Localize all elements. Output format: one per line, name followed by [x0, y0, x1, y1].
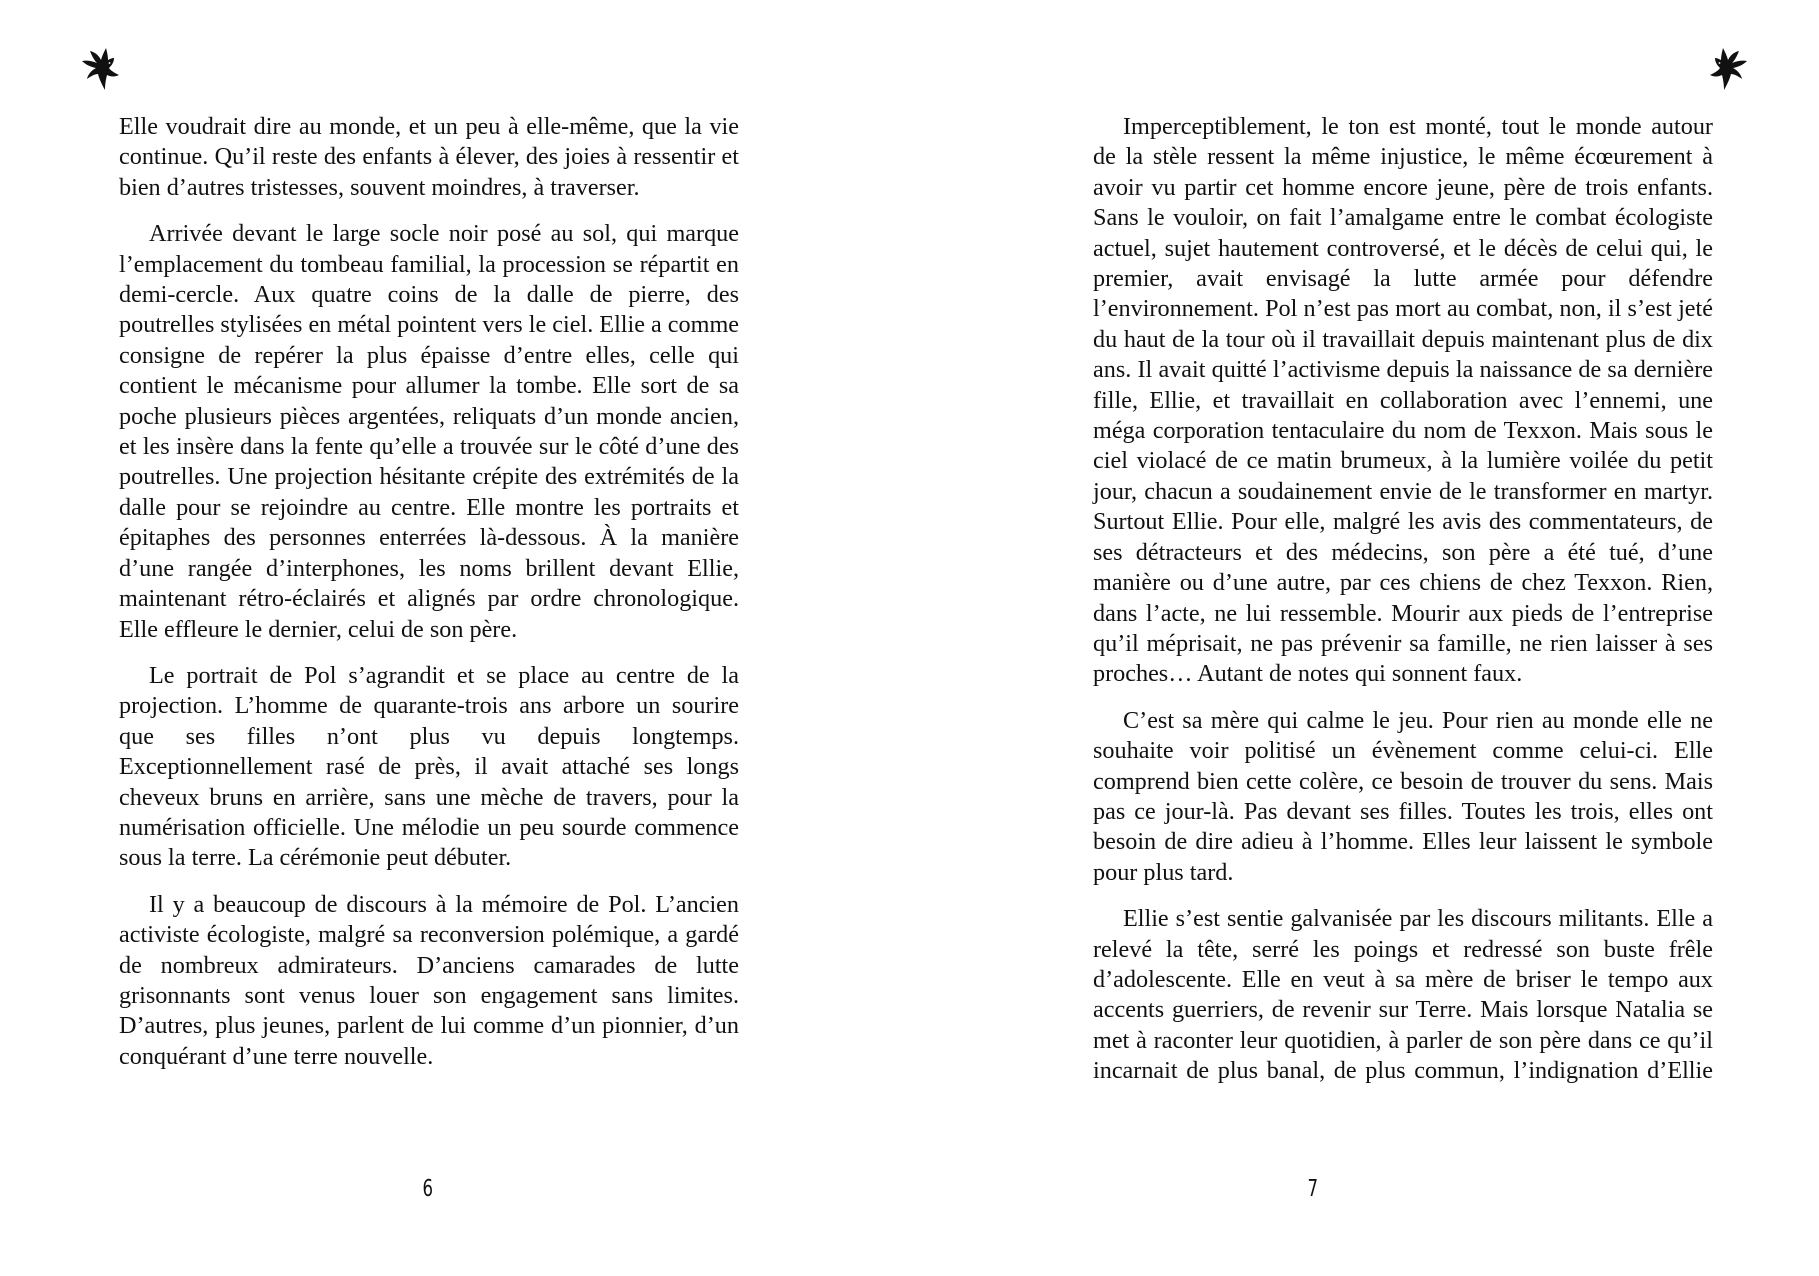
bird-icon: [80, 46, 122, 94]
paragraph: Arrivée devant le large socle noir posé au sol, qui marque l’emplacement du tombeau familial, la procession se répartit en demi-cercle. Aux quatre coins de la dalle de pierre, des poutrelles stylisées en métal pointent vers le ciel. Ellie a comme consigne de repérer la plus épaisse d’entre elles, celle qui contient le mécanisme pour allumer la tombe. Elle sort de sa poche plusieurs pièces argentées, reliquats d’un monde ancien, et les insère dans la fente qu’elle a trouvée sur le côté d’une des poutrelles. Une projection hésitante crépite des extrémités de la dalle pour se rejoindre au centre. Elle montre les portraits et épitaphes des personnes enterrées là-dessous. À la manière d’une rangée d’interphones, les noms brillent devant Ellie, maintenant rétro-éclairés et alignés par ordre chronologique. Elle effleure le dernier, celui de son père.: [119, 220, 739, 643]
page-number: 7: [1307, 1176, 1319, 1202]
left-page: [0, 0, 909, 1276]
paragraph: Ellie s’est sentie galvanisée par les discours militants. Elle a relevé la tête, serré les poings et redressé son buste frêle d’adolescente. Elle en veut à sa mère de briser le tempo aux accents guerriers, de revenir sur Terre. Mais lorsque Natalia se met à raconter leur quotidien, à parler de son père dans ce qu’il incarnait de plus banal, de plus commun, l’indignation d’Ellie: [1093, 905, 1713, 1085]
left-page-text: [119, 112, 739, 1072]
paragraph: Le portrait de Pol s’agrandit et se place au centre de la projection. L’homme de quarante-trois ans arbore un sourire que ses filles n’ont plus vu depuis longtemps. Exceptionnellement rasé de près, il avait attaché ses longs cheveux bruns en arrière, sans une mèche de travers, pour la numérisation officielle. Une mélodie un peu sourde commence sous la terre. La cérémonie peut débuter.: [119, 661, 739, 872]
bird-icon: [1707, 46, 1749, 94]
paragraph: Il y a beaucoup de discours à la mémoire de Pol. L’ancien activiste écologiste, malgré sa reconversion polémique, a gardé de nombreux admirateurs. D’anciens camarades de lutte grisonnants sont venus louer son engagement sans limites. D’autres, plus jeunes, parlent de lui comme d’un pionnier, d’un conquérant d’une terre nouvelle.: [119, 890, 739, 1070]
paragraph: Elle voudrait dire au monde, et un peu à elle-même, que la vie continue. Qu’il reste des enfants à élever, des joies à ressentir et bien d’autres tristesses, souvent moindres, à traverser.: [119, 113, 739, 201]
right-page-text: [1093, 112, 1713, 1087]
paragraph: Imperceptiblement, le ton est monté, tout le monde autour de la stèle ressent la même injustice, le même écœurement à avoir vu partir cet homme encore jeune, père de trois enfants. Sans le vouloir, on fait l’amalgame entre le combat écologiste actuel, sujet hautement controversé, et le décès de celui qui, le premier, avait envisagé la lutte armée pour défendre l’environnement. Pol n’est pas mort au combat, non, il s’est jeté du haut de la tour où il travaillait depuis maintenant plus de dix ans. Il avait quitté l’activisme depuis la naissance de sa dernière fille, Ellie, et travaillait en collaboration avec l’ennemi, une méga corporation tentaculaire du nom de Texxon. Mais sous le ciel violacé de ce matin brumeux, à la lumière voilée du petit jour, chacun a soudainement envie de le transformer en martyr. Surtout Ellie. Pour elle, malgré les avis des commentateurs, de ses détracteurs et des médecins, son père a été tué, d’une manière ou d’une autre, par ces chiens de chez Texxon. Rien, dans l’acte, ne lui ressemble. Mourir aux pieds de l’entreprise qu’il méprisait, ne pas prévenir sa famille, ne rien laisser à ses proches… Autant de notes qui sonnent faux.: [1093, 113, 1713, 688]
paragraph: C’est sa mère qui calme le jeu. Pour rien au monde elle ne souhaite voir politisé un évènement comme celui-ci. Elle comprend bien cette colère, ce besoin de trouver du sens. Mais pas ce jour-là. Pas devant ses filles. Toutes les trois, elles ont besoin de dire adieu à l’homme. Elles leur laissent le symbole pour plus tard.: [1093, 706, 1713, 886]
right-page: [910, 0, 1819, 1276]
page-number: 6: [422, 1176, 434, 1202]
